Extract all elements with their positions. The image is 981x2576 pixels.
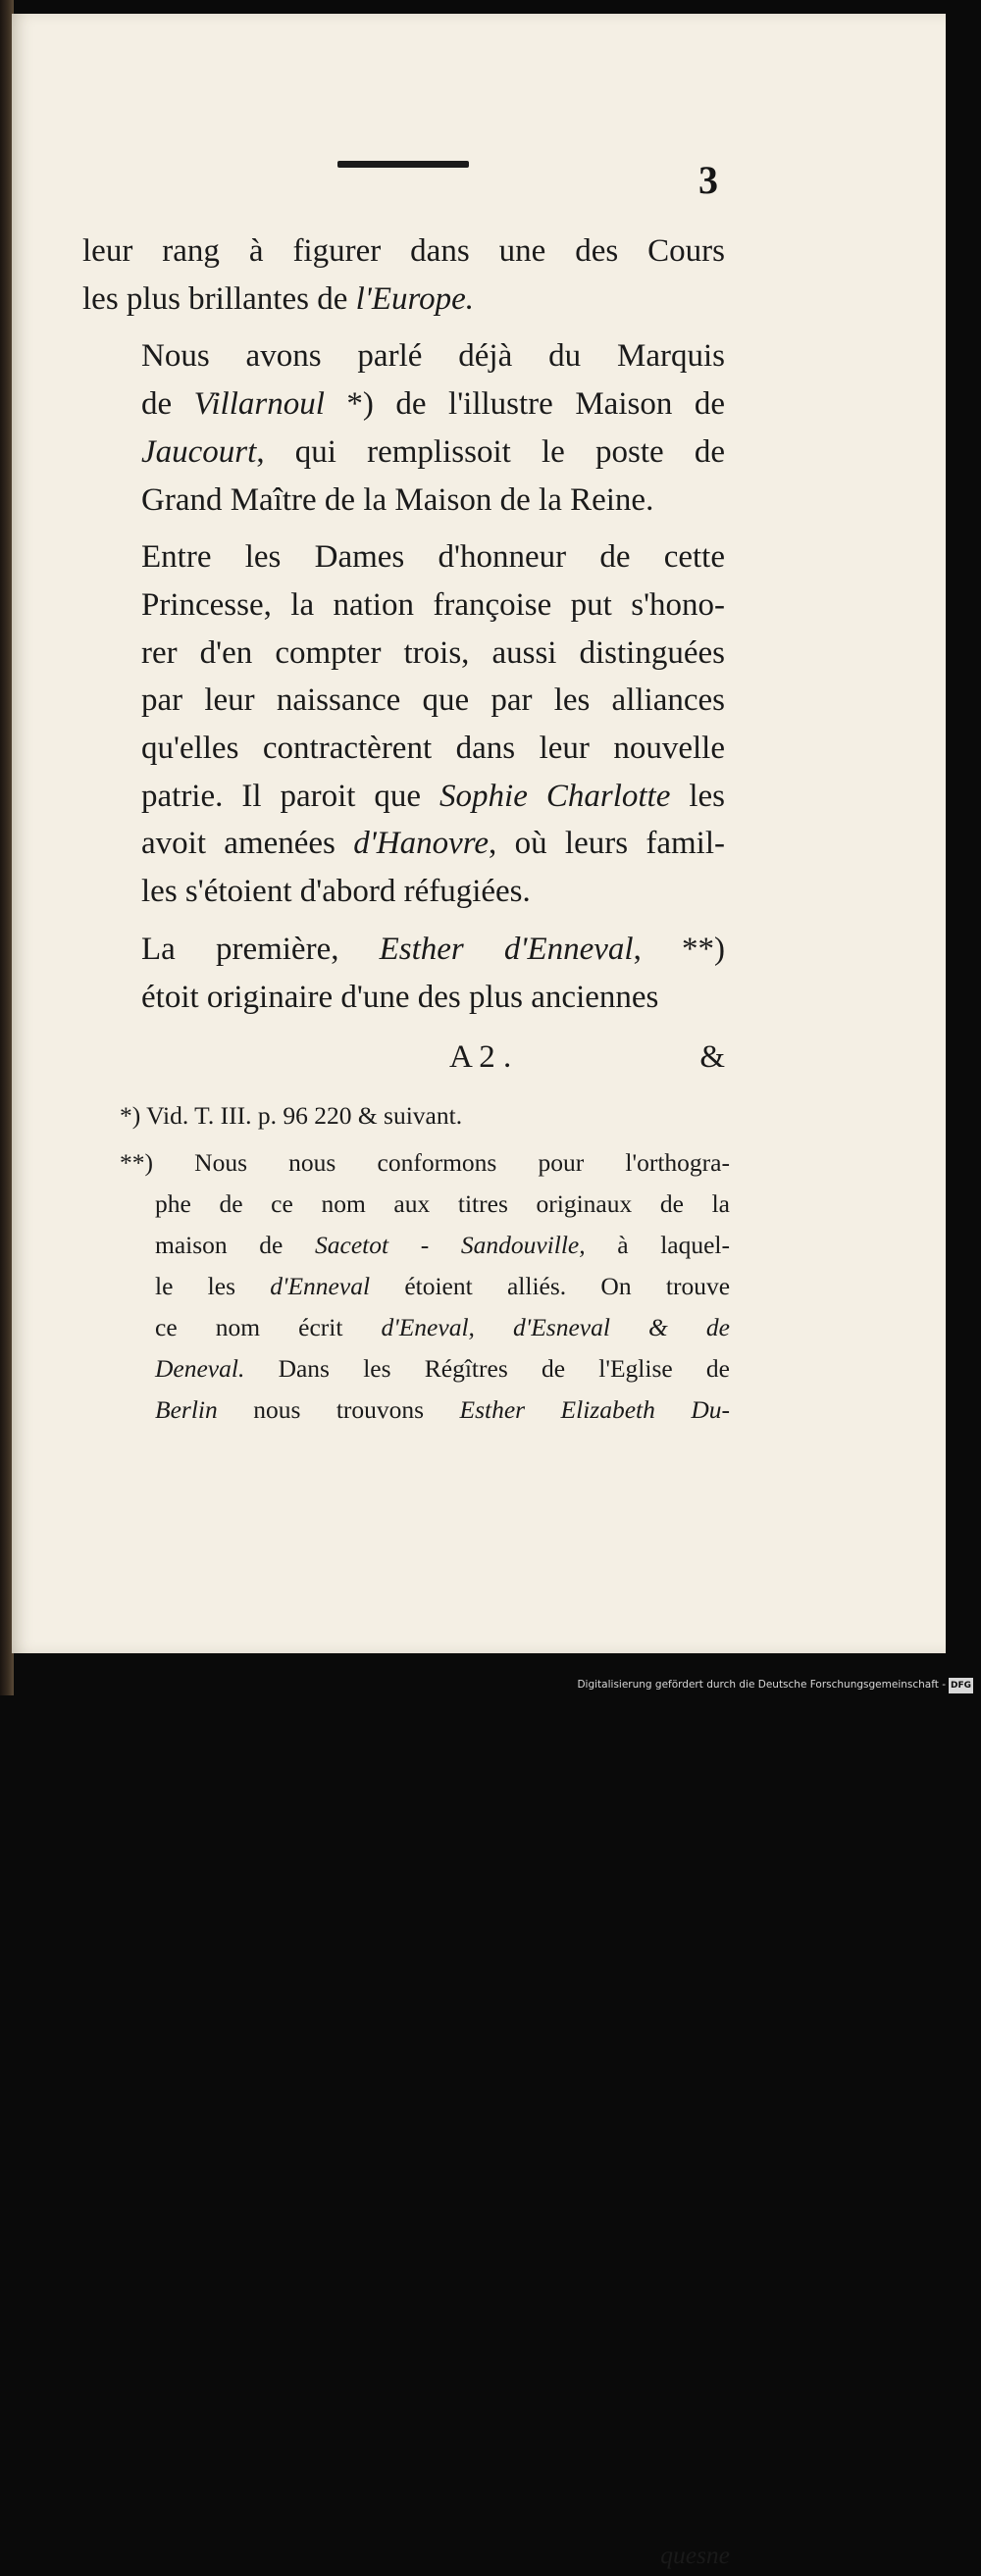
person-name: Villarnoul	[193, 386, 325, 423]
signature-mark: A 2 .	[449, 1039, 512, 1075]
footnote-1	[120, 1095, 730, 1136]
footnote-line: maison de Sacetot - Sandouville, à laquel-	[155, 1231, 730, 1259]
footnote-2	[120, 1142, 730, 1431]
paragraph-2	[82, 332, 725, 524]
paragraph-3	[82, 533, 725, 916]
text-line: par leur naissance que par les alliances	[141, 682, 725, 719]
text-line: patrie. Il paroit que Sophie Charlotte les	[141, 778, 725, 814]
catchword: &	[699, 1039, 725, 1075]
text-line: Princesse, la nation françoise put s'hono-	[141, 586, 725, 623]
name-variants: d'Eneval, d'Esneval & de	[381, 1313, 730, 1341]
digitization-credit: Digitalisierung gefördert durch die Deutsche Forschungsgemeinschaft - DFG	[577, 1677, 973, 1693]
footnote-line: Deneval. Dans les Régîtres de l'Eglise de	[155, 1354, 730, 1383]
footnote-line: phe de ce nom aux titres originaux de la	[155, 1189, 730, 1218]
text-line: leur rang à figurer dans une des Cours	[82, 233, 725, 269]
footnote-line: Berlin nous trouvons Esther Elizabeth Du-	[155, 1395, 730, 1424]
name-variant: Deneval.	[155, 1354, 245, 1383]
text-line: les s'étoient d'abord réfugiées.	[141, 874, 531, 910]
footnote-line: *) Vid. T. III. p. 96 220 & suivant.	[120, 1101, 463, 1130]
text-line: Grand Maître de la Maison de la Reine.	[141, 481, 654, 518]
person-name: Esther d'Enneval	[379, 931, 634, 967]
text-line: Entre les Dames d'honneur de cette	[141, 539, 725, 576]
person-name: Sophie Charlotte	[439, 778, 671, 814]
footnotes	[120, 1095, 731, 2569]
place-name: d'Hanovre	[353, 826, 490, 862]
person-name: Esther Elizabeth Du-	[459, 1395, 730, 1424]
dfg-logo: DFG	[949, 1678, 973, 1693]
family-name: Jaucourt	[141, 433, 257, 470]
place-name: l'Europe.	[355, 280, 475, 317]
footnote-line: ce nom écrit d'Eneval, d'Esneval & de	[155, 1313, 730, 1341]
footnote-line: le les d'Enneval étoient alliés. On trouve	[155, 1272, 731, 1300]
family-name: d'Enneval	[270, 1272, 371, 1300]
family-name: Sacetot - Sandouville,	[315, 1231, 586, 1259]
place-name: Berlin	[155, 1395, 218, 1424]
text-line: de Villarnoul *) de l'illustre Maison de	[141, 386, 725, 423]
footnote-catchword: quesne	[660, 2541, 730, 2569]
main-text	[82, 227, 725, 1031]
footnote-line: **) Nous nous conformons pour l'orthogra-	[120, 1148, 730, 1177]
text-line: qu'elles contractèrent dans leur nouvelle	[141, 731, 725, 767]
text-line: rer d'en compter trois, aussi distinguées	[141, 634, 725, 671]
text-line: Jaucourt, qui remplissoit le poste de	[141, 433, 725, 470]
text-line: les plus brillantes de l'Europe.	[82, 280, 475, 317]
paragraph-4	[82, 926, 725, 1021]
page-number: 3	[698, 158, 718, 202]
paragraph-1	[82, 227, 725, 323]
text-line: Nous avons parlé déjà du Marquis	[141, 338, 725, 375]
header-rule	[337, 161, 469, 168]
text-line: avoit amenées d'Hanovre, où leurs famil-	[141, 826, 725, 862]
text-line: La première, Esther d'Enneval, **)	[141, 931, 725, 967]
text-line: étoit originaire d'une des plus anciennes	[141, 979, 659, 1015]
